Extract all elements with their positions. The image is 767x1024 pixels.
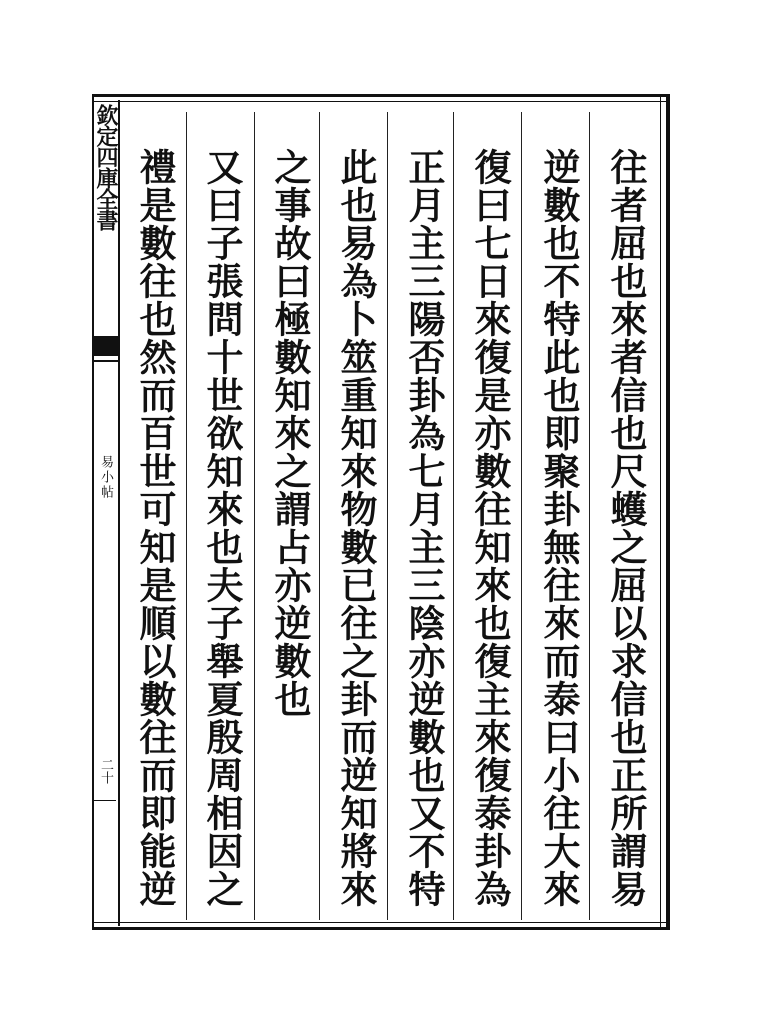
fishtail-mark [92,336,118,356]
page-number-rule [94,800,116,801]
column-rule [319,112,320,920]
text-column-3: 復曰七日來復是亦數往知來也復主來復泰卦為 [468,148,512,908]
text-column-2: 逆數也不特此也即聚卦無往來而泰曰小往大來 [537,148,581,908]
page-number: 二十 [98,758,113,784]
collection-title: 欽定四庫全書 [93,104,119,230]
frame-inner-bottom-rule [92,922,670,923]
fishtail-rule [92,360,118,362]
text-column-5: 此也易為卜筮重知來物數已往之卦而逆知將來 [334,148,378,908]
column-rule [387,112,388,920]
text-column-8: 禮是數往也然而百世可知是順以數往而即能逆 [133,148,177,908]
frame-inner-top-rule [92,101,670,102]
text-column-7: 又曰子張問十世欲知來也夫子舉夏殷周相因之 [200,148,244,908]
frame-inner-right-rule [660,94,661,930]
text-column-4: 正月主三陽否卦為七月主三陰亦逆數也又不特 [402,148,446,908]
column-rule [589,112,590,920]
column-rule [254,112,255,920]
text-column-1: 往者屈也來者信也尺蠖之屈以求信也正所謂易 [604,148,648,908]
text-column-6: 之事故曰極數知來之謂占亦逆數也 [268,148,312,718]
column-rule [453,112,454,920]
column-rule [521,112,522,920]
book-title: 易小帖 [98,455,113,500]
column-rule [186,112,187,920]
